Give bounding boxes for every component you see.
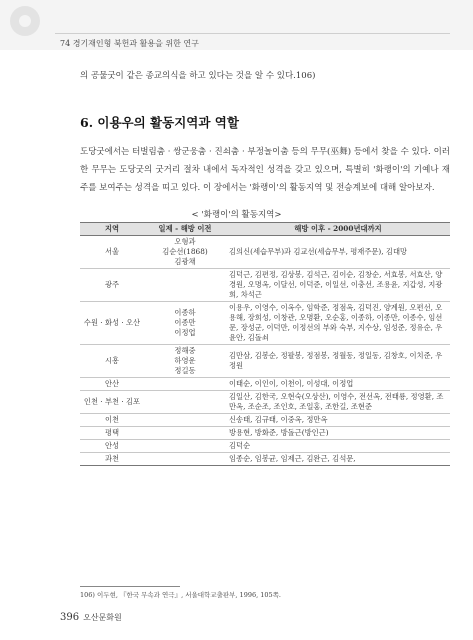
cell-post-liberation: 김만삼, 김봉순, 정팔봉, 정점봉, 정월동, 정일동, 김창호, 이치준, 우정원 <box>226 345 450 378</box>
cell-pre-liberation: 정해중 하영운 정길동 <box>144 345 226 378</box>
body-paragraph: 도당굿에서는 터벌림춤 · 쌍군웅춤 · 진쇠춤 · 부정놀이춤 등의 무무(巫舞) 등에서 찾을 수 있다. 이러한 무무는 도당굿의 굿거리 절차 내에서 독자적인 성격을 갖고 있으며, 특별히 '화랭이'의 기예나 재주를 보여주는 성격을 띠고 있다. 이 장에서는 '화랭이'의 활동지역 및 전승계보에 대해 알아보자. <box>80 147 450 193</box>
header-post-liberation: 해방 이후 - 2000년대까지 <box>226 223 450 236</box>
previous-paragraph-end: 의 공물굿이 같은 종교의식을 하고 있다는 것을 알 수 있다.106) <box>80 71 316 81</box>
section-title: 6. 이용우의 활동지역과 역할 <box>80 115 239 130</box>
table-row <box>80 236 450 269</box>
cell-region: 시흥 <box>80 345 144 378</box>
header-rule <box>55 33 450 34</box>
table-row <box>80 440 450 453</box>
cell-region: 안성 <box>80 440 144 453</box>
page-number: 396 <box>60 612 80 623</box>
cell-pre-liberation <box>144 391 226 414</box>
cell-post-liberation: 김덕근, 김편정, 김상봉, 김석근, 김이순, 김창순, 서효봉, 서효산, 양경원, 오명옥, 이달선, 이덕준, 이일선, 이충선, 조용윤, 지갑성, 지광희, 차석근 <box>226 269 450 302</box>
table-row <box>80 269 450 302</box>
cell-post-liberation: 이용우, 이영수, 이옥수, 임학준, 정점옥, 김덕진, 양계원, 오편선, 오용해, 장희성, 이창관, 오명환, 오순홍, 이종하, 이종만, 이종수, 임선문, 장성군, 이덕만, 이정선의 부와 숙부, 지수상, 임성준, 정유순, 우윤안, 김돌쇠 <box>226 302 450 345</box>
running-header: 74 경기재인형 북헌과 활용을 위한 연구 <box>60 39 199 48</box>
cell-pre-liberation <box>144 378 226 391</box>
cell-pre-liberation <box>144 440 226 453</box>
header-pre-liberation: 일제 - 해방 이전 <box>144 223 226 236</box>
cell-pre-liberation <box>144 269 226 302</box>
cell-post-liberation: 신송태, 김규태, 이중옥, 정만옥 <box>226 414 450 427</box>
cell-post-liberation: 김일산, 김한국, 오현숙(오상산), 이영수, 전선옥, 전태룡, 정영환, 조만옥, 조순조, 조인호, 조일홍, 조한길, 조현준 <box>226 391 450 414</box>
table-body <box>80 236 450 466</box>
cell-pre-liberation <box>144 427 226 440</box>
cell-region: 과천 <box>80 453 144 466</box>
footer-label: 오산문화원 <box>83 613 122 622</box>
cell-region: 평택 <box>80 427 144 440</box>
footnote-rule <box>80 586 180 587</box>
table-row <box>80 427 450 440</box>
table-caption: < '화랭이'의 활동지역> <box>191 210 282 220</box>
cell-pre-liberation: 이종하 이종만 이정업 <box>144 302 226 345</box>
footnote: 106) 이두현, 『한국 무속과 연극』, 서울대학교출판부, 1996, 105쪽. <box>80 591 281 599</box>
cell-post-liberation: 임종순, 임봉균, 임제근, 김완근, 김석문, <box>226 453 450 466</box>
cell-pre-liberation <box>144 414 226 427</box>
table-row <box>80 414 450 427</box>
table-row <box>80 378 450 391</box>
cell-region: 인천 · 부천 · 김포 <box>80 391 144 414</box>
table-row <box>80 302 450 345</box>
cell-pre-liberation: 오형과 김순선(1868) 김광채 <box>144 236 226 269</box>
cell-pre-liberation <box>144 453 226 466</box>
cell-region: 이천 <box>80 414 144 427</box>
table-row <box>80 345 450 378</box>
activity-region-table <box>80 222 450 466</box>
ornament-icon <box>10 6 40 36</box>
table-row <box>80 453 450 466</box>
cell-region: 안산 <box>80 378 144 391</box>
cell-post-liberation: 이태순, 이인이, 이천이, 이성대, 이정업 <box>226 378 450 391</box>
page-footer <box>60 612 122 623</box>
cell-region: 광주 <box>80 269 144 302</box>
table-row <box>80 391 450 414</box>
cell-post-liberation: 김덕순 <box>226 440 450 453</box>
table-header-row <box>80 223 450 236</box>
cell-post-liberation: 김의신(세습무부)과 김교선(세습무부, 평재주문), 김대망 <box>226 236 450 269</box>
cell-region: 서울 <box>80 236 144 269</box>
cell-post-liberation: 방용현, 방화준, 방돌근(방인근) <box>226 427 450 440</box>
cell-region: 수원 · 화성 · 오산 <box>80 302 144 345</box>
header-region: 지역 <box>80 223 144 236</box>
